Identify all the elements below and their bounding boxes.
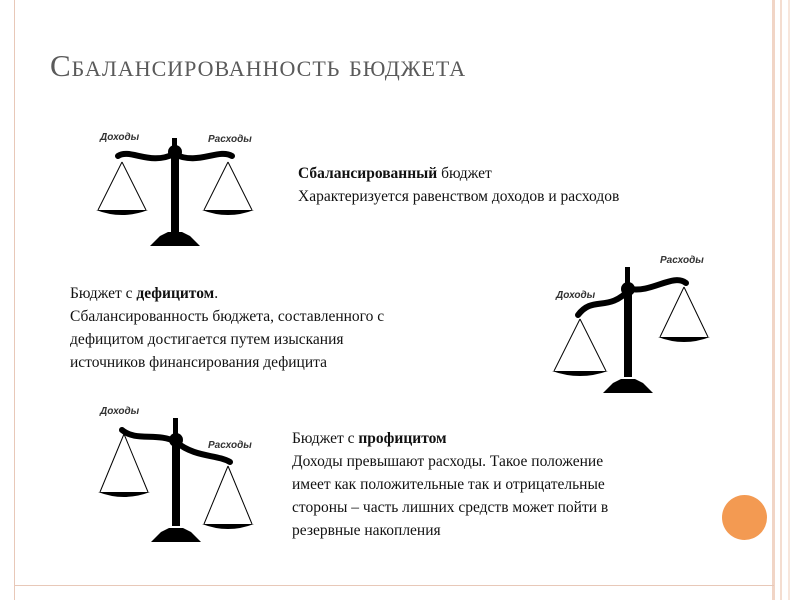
scale-expense-label: Расходы — [208, 134, 252, 145]
accent-circle — [722, 495, 767, 540]
balanced-description: Характеризуется равенством доходов и расходов — [298, 188, 620, 205]
deficit-heading-bold: дефицитом — [136, 285, 215, 302]
balanced-heading-rest: бюджет — [437, 165, 492, 182]
balanced-heading-bold: Сбалансированный — [298, 165, 438, 182]
surplus-heading-bold: профицитом — [358, 430, 447, 447]
balanced-heading — [298, 162, 619, 185]
surplus-heading — [292, 427, 608, 450]
balanced-text-block — [298, 162, 619, 208]
surplus-heading-prefix: Бюджет с — [292, 430, 359, 447]
scale-income-label: Доходы — [100, 132, 140, 143]
surplus-scale-icon — [92, 402, 262, 544]
scale-expense-label: Расходы — [660, 255, 704, 266]
surplus-line: Доходы превышают расходы. Такое положение — [292, 453, 604, 470]
deficit-scale-icon — [548, 253, 718, 395]
scale-income-label: Доходы — [100, 406, 140, 417]
deficit-heading-prefix: Бюджет с — [70, 285, 137, 302]
scale-expense-label: Расходы — [208, 440, 252, 451]
deficit-line: источников финансирования дефицита — [70, 354, 327, 371]
surplus-text-block — [292, 427, 608, 542]
deficit-line: Сбалансированность бюджета, составленного с — [70, 308, 385, 325]
scale-income-label: Доходы — [556, 290, 596, 301]
deficit-line: дефицитом достигается путем изыскания — [70, 331, 344, 348]
deficit-heading-suffix: . — [214, 285, 219, 302]
deficit-heading — [70, 282, 384, 305]
surplus-line: стороны – часть лишних средств может пойти в — [292, 499, 609, 516]
bottom-divider — [14, 585, 774, 586]
slide-title: Сбалансированность бюджета — [50, 48, 467, 83]
balanced-scale-icon — [90, 128, 260, 250]
surplus-line: имеет как положительные так и отрицательные — [292, 476, 605, 493]
deficit-text-block — [70, 282, 384, 374]
decor-stripe — [772, 0, 775, 600]
decor-stripe — [780, 0, 782, 600]
surplus-line: резервные накопления — [292, 522, 441, 539]
decor-stripe — [788, 0, 790, 600]
